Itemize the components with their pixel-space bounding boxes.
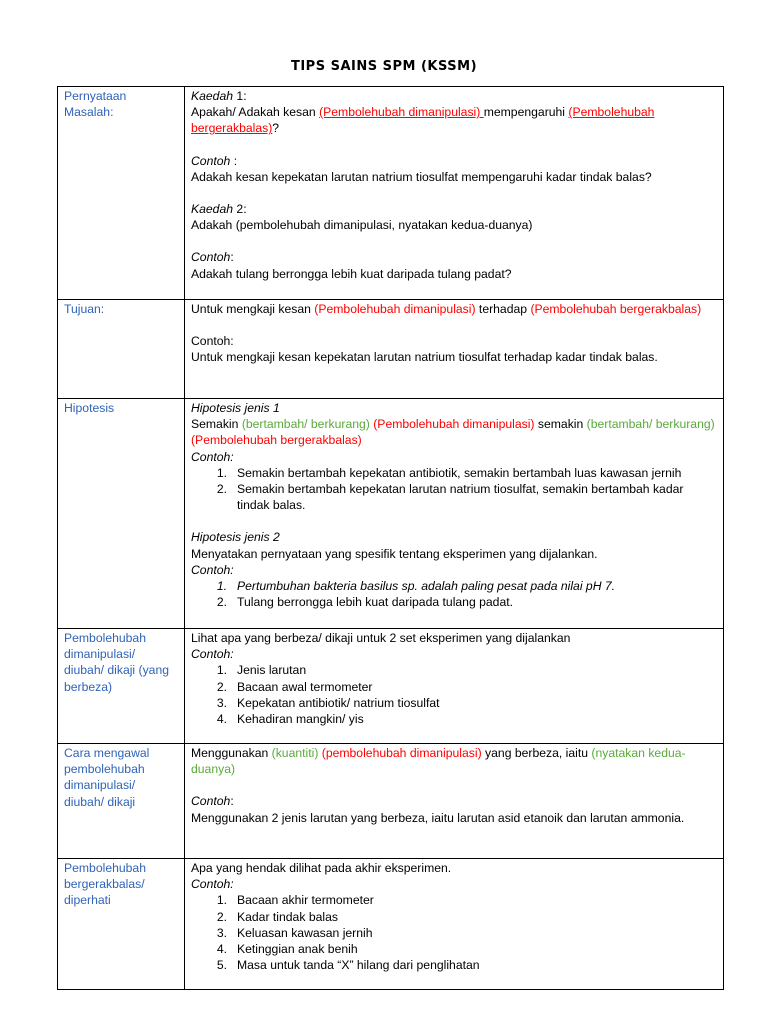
row-content: Kaedah 1: Apakah/ Adakah kesan (Pembolehubah dimanipulasi) mempengaruhi (Pembolehubah bergerakbalas)? Contoh : Adakah kesan kepekatan larutan natrium tiosulfat mempengaruhi kadar tindak balas? Kaedah 2: Adakah (pembolehubah dimanipulasi, nyatakan kedua-duanya) Contoh: Adakah tulang berrongga lebih kuat daripada tulang padat?	[185, 87, 724, 300]
row-content	[185, 859, 724, 990]
contoh-text: Adakah tulang berrongga lebih kuat daripada tulang padat?	[191, 266, 512, 281]
row-label: Tujuan:	[58, 300, 185, 399]
document-title: TIPS SAINS SPM (KSSM)	[290, 59, 478, 74]
contoh-label: Contoh:	[191, 562, 234, 577]
contoh-label: Contoh	[191, 153, 231, 168]
tips-table	[57, 86, 724, 990]
manip-list	[191, 662, 717, 727]
row-content	[185, 629, 724, 744]
contoh-text: Menggunakan 2 jenis larutan yang berbeza, iaitu larutan asid etanoik dan larutan ammonia.	[191, 810, 685, 825]
table-row-tujuan	[58, 300, 724, 399]
kaedah-2-text: Adakah (pembolehubah dimanipulasi, nyatakan kedua-duanya)	[191, 218, 533, 233]
list-item: 3. Kepekatan antibiotik/ natrium tiosulfat	[216, 695, 440, 710]
list-item: 2. Tulang berrongga lebih kuat daripada tulang padat.	[216, 595, 514, 610]
row-content	[185, 399, 724, 629]
list-item: 3. Keluasan kawasan jernih	[216, 925, 373, 940]
list-item: 1. Jenis larutan	[216, 663, 307, 678]
row-label: Pernyataan Masalah:	[58, 87, 185, 300]
list-item: 2. Bacaan awal termometer	[216, 679, 373, 694]
responding-intro: Apa yang hendak dilihat pada akhir eksperimen.	[191, 861, 452, 875]
hipotesis-jenis-1-text: Semakin (bertambah/ berkurang) (Pembolehubah dimanipulasi) semakin (bertambah/ berkurang) (Pembolehubah bergerakbalas)	[191, 417, 715, 448]
list-item: 5. Masa untuk tanda “X” hilang dari penglihatan	[216, 958, 480, 973]
hipotesis-jenis-2-text: Menyatakan pernyataan yang spesifik tentang eksperimen yang dijalankan.	[191, 546, 598, 561]
row-content	[185, 300, 724, 399]
table-row-cara-mengawal	[58, 744, 724, 859]
table-row-pernyataan-masalah	[58, 87, 724, 300]
list-item: 1. Bacaan akhir termometer	[216, 893, 374, 908]
hipotesis-list-2	[191, 578, 717, 610]
manip-intro: Lihat apa yang berbeza/ dikaji untuk 2 set eksperimen yang dijalankan	[191, 631, 571, 645]
row-label: Cara mengawal pembolehubah dimanipulasi/ diubah/ dikaji	[58, 744, 185, 859]
kaedah-2-heading: Kaedah	[191, 202, 234, 217]
hipotesis-jenis-1-heading: Hipotesis jenis 1	[191, 401, 280, 415]
row-content: Menggunakan (kuantiti) (pembolehubah dimanipulasi) yang berbeza, iaitu (nyatakan kedua-duanya) Contoh: Menggunakan 2 jenis larutan yang berbeza, iaitu larutan asid etanoik dan larutan ammonia.	[185, 744, 724, 859]
table-row-pembolehubah-bergerakbalas	[58, 859, 724, 990]
kaedah-1-text: Apakah/ Adakah kesan (Pembolehubah dimanipulasi) mempengaruhi (Pembolehubah bergerakbalas)?	[191, 105, 655, 136]
responding-list	[191, 892, 717, 973]
list-item: 2. Kadar tindak balas	[216, 909, 338, 924]
contoh-label: Contoh:	[191, 449, 234, 464]
tujuan-text: Untuk mengkaji kesan (Pembolehubah dimanipulasi) terhadap (Pembolehubah bergerakbalas)	[191, 302, 702, 316]
table-row-hipotesis	[58, 399, 724, 629]
contoh-label: Contoh	[191, 250, 231, 265]
contoh-text: Untuk mengkaji kesan kepekatan larutan natrium tiosulfat terhadap kadar tindak balas.	[191, 350, 658, 365]
contoh-label: Contoh:	[191, 334, 234, 349]
list-item: 1. Semakin bertambah kepekatan antibiotik, semakin bertambah luas kawasan jernih	[216, 465, 682, 480]
kawal-text: Menggunakan (kuantiti) (pembolehubah dimanipulasi) yang berbeza, iaitu (nyatakan kedua-duanya)	[191, 746, 686, 777]
list-item: 1. Pertumbuhan bakteria basilus sp. adalah paling pesat pada nilai pH 7.	[216, 579, 616, 594]
hipotesis-list-1	[191, 465, 717, 514]
contoh-label: Contoh	[191, 794, 231, 809]
list-item: 4. Ketinggian anak benih	[216, 942, 358, 957]
row-label: Pembolehubah dimanipulasi/ diubah/ dikaji (yang berbeza)	[58, 629, 185, 744]
row-label: Pembolehubah bergerakbalas/ diperhati	[58, 859, 185, 990]
contoh-label: Contoh:	[191, 647, 234, 662]
list-item: 2. Semakin bertambah kepekatan larutan natrium tiosulfat, semakin bertambah kadar tindak balas.	[216, 482, 684, 513]
list-item: 4. Kehadiran mangkin/ yis	[216, 712, 364, 727]
row-label: Hipotesis	[58, 399, 185, 629]
kaedah-1-heading: Kaedah	[191, 89, 234, 103]
table-row-pembolehubah-dimanipulasi	[58, 629, 724, 744]
contoh-label: Contoh:	[191, 877, 234, 892]
contoh-text: Adakah kesan kepekatan larutan natrium tiosulfat mempengaruhi kadar tindak balas?	[191, 169, 652, 184]
hipotesis-jenis-2-heading: Hipotesis jenis 2	[191, 530, 280, 545]
